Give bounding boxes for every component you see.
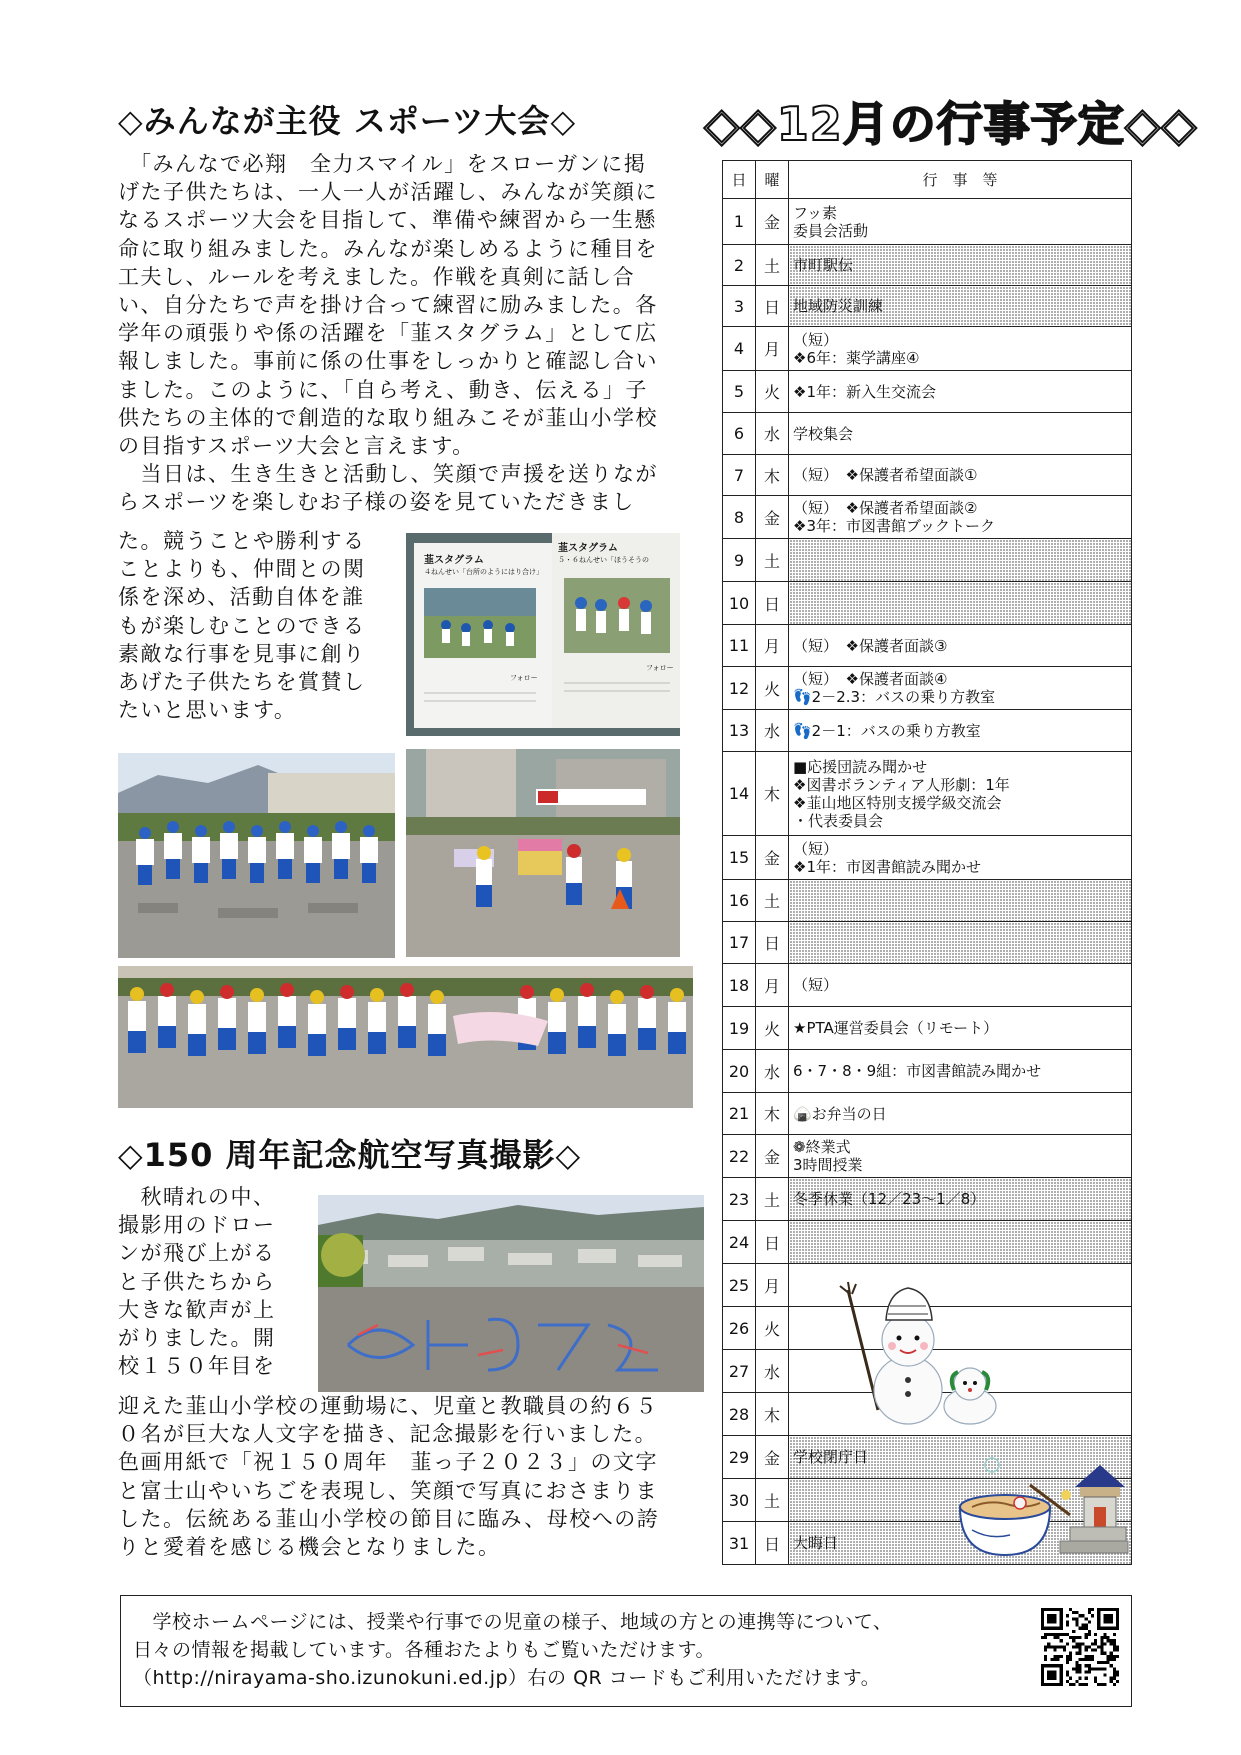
- calendar-day: 28: [723, 1393, 756, 1436]
- calendar-row: [723, 413, 1132, 455]
- sports-paragraph: [118, 150, 688, 516]
- calendar-row: [723, 1093, 1132, 1135]
- paragraph-line: と富士山やいちごを表現し、笑顔で写真におさまりま: [118, 1478, 658, 1503]
- calendar-row: [723, 836, 1132, 880]
- calendar-weekday: 木: [756, 1093, 789, 1135]
- calendar-day: 15: [723, 836, 756, 880]
- calendar-day: 4: [723, 327, 756, 371]
- calendar-events: [789, 371, 1132, 413]
- footer-line: （http://nirayama-sho.izunokuni.ed.jp）右の QR コードもご利用いただけます。: [133, 1667, 881, 1689]
- calendar-event: 3時間授業: [793, 1156, 863, 1174]
- calendar-events: [789, 667, 1132, 710]
- calendar-events: [789, 1007, 1132, 1050]
- calendar-event: 👣2－1：バスの乗り方教室: [793, 721, 981, 740]
- calendar-row: [723, 286, 1132, 327]
- calendar-events: [789, 752, 1132, 836]
- calendar-day: 21: [723, 1093, 756, 1135]
- calendar-events: [789, 327, 1132, 371]
- calendar-weekday: 木: [756, 752, 789, 836]
- paragraph-line: らスポーツを楽しむお子様の姿を見ていただきまし: [118, 490, 635, 515]
- calendar-day: 23: [723, 1178, 756, 1221]
- aerial-paragraph-continued: [118, 1392, 708, 1561]
- calendar-events: [789, 1093, 1132, 1135]
- calendar-row: [723, 667, 1132, 710]
- calendar-event: 大晦日: [793, 1534, 839, 1552]
- calendar-event: （短） ❖保護者希望面談②: [793, 499, 978, 517]
- calendar-row: [723, 710, 1132, 752]
- footer-line: 日々の情報を掲載しています。各種おたよりもご覧いただけます。: [133, 1639, 715, 1661]
- calendar-weekday: 日: [756, 1522, 789, 1565]
- calendar-day: 8: [723, 496, 756, 539]
- paragraph-line: もが楽しむことのできる: [118, 613, 366, 638]
- sports-paragraph-continued: [118, 527, 378, 724]
- paragraph-line: と子供たちから: [118, 1269, 276, 1294]
- calendar-row: [723, 496, 1132, 539]
- paragraph-line: あげた子供たちを賞賛し: [118, 669, 366, 694]
- paragraph-line: した。伝統ある韮山小学校の節目に臨み、母校への誇: [118, 1506, 660, 1531]
- calendar-weekday: 火: [756, 667, 789, 710]
- calendar-day: 27: [723, 1350, 756, 1393]
- paragraph-line: 「みんなで必翔 全力スマイル」をスローガンに掲: [118, 152, 647, 176]
- calendar-day: 3: [723, 286, 756, 327]
- calendar-weekday: 水: [756, 1050, 789, 1093]
- calendar-events: [789, 1178, 1132, 1221]
- calendar-event: （短） ❖保護者面談④: [793, 670, 948, 688]
- calendar-weekday: 土: [756, 880, 789, 922]
- calendar-day: 22: [723, 1135, 756, 1178]
- calendar-event: 🍙お弁当の日: [793, 1104, 887, 1123]
- paragraph-line: 係を深め、活動自体を誰: [118, 585, 365, 610]
- calendar-weekday: 土: [756, 1178, 789, 1221]
- calendar-weekday: 金: [756, 1135, 789, 1178]
- calendar-row: [723, 327, 1132, 371]
- paragraph-line: 撮影用のドロー: [118, 1213, 276, 1238]
- calendar-weekday: 木: [756, 1393, 789, 1436]
- calendar-weekday: 水: [756, 1350, 789, 1393]
- calendar-events: [789, 964, 1132, 1007]
- december-title: ◇◇12月の行事予定◇◇: [704, 97, 1198, 151]
- calendar-event: ❖韮山地区特別支援学級交流会: [793, 793, 1002, 812]
- snowman-illustration: [828, 1280, 1008, 1430]
- calendar-event: フッ素: [793, 203, 837, 222]
- paragraph-line: げた子供たちは、一人一人が活躍し、みんなが笑顔に: [118, 180, 658, 205]
- calendar-events: [789, 286, 1132, 327]
- calendar-day: 26: [723, 1307, 756, 1350]
- aerial-paragraph: [118, 1183, 318, 1380]
- paragraph-line: 命に取り組みました。みんなが楽しめるように種目を: [118, 236, 658, 261]
- calendar-event: 6・7・8・9組：市図書館読み聞かせ: [793, 1062, 1042, 1080]
- calendar-event: （短） ❖保護者希望面談①: [793, 466, 978, 484]
- calendar-weekday: 月: [756, 1264, 789, 1307]
- footer-line: 学校ホームページには、授業や行事での児童の様子、地域の方との連携等について、: [133, 1611, 893, 1633]
- calendar-event: （短）: [793, 839, 839, 858]
- paragraph-line: 学年の頑張りや係の活躍を「韮スタグラム」として広: [118, 321, 658, 346]
- calendar-row: [723, 455, 1132, 496]
- calendar-day: 16: [723, 880, 756, 922]
- calendar-day: 30: [723, 1479, 756, 1522]
- calendar-day: 24: [723, 1221, 756, 1264]
- calendar-event: ❖3年：市図書館ブックトーク: [793, 517, 995, 535]
- paragraph-line: ０名が巨大な人文字を描き、記念撮影を行いました。: [118, 1422, 658, 1447]
- calendar-weekday: 金: [756, 836, 789, 880]
- calendar-events: [789, 496, 1132, 539]
- calendar-event: 市町駅伝: [793, 256, 854, 274]
- calendar-day: 20: [723, 1050, 756, 1093]
- calendar-row: [723, 625, 1132, 667]
- calendar-row: [723, 880, 1132, 922]
- calendar-events: [789, 582, 1132, 625]
- sports-photo-carry: [406, 749, 680, 957]
- calendar-event: ❖1年：新入生交流会: [793, 382, 936, 401]
- calendar-day: 13: [723, 710, 756, 752]
- calendar-day: 2: [723, 245, 756, 286]
- calendar-event: ★PTA運営委員会（リモート）: [793, 1019, 999, 1037]
- sports-heading: ◇みんなが主役 スポーツ大会◇: [118, 102, 577, 140]
- new-year-eve-illustration: [950, 1455, 1130, 1560]
- paragraph-line: 大きな歓声が上: [118, 1297, 276, 1322]
- calendar-events: [789, 880, 1132, 922]
- calendar-event: ❖1年：市図書館読み聞かせ: [793, 857, 981, 876]
- calendar-event: 学校閉庁日: [793, 1448, 869, 1466]
- calendar-weekday: 金: [756, 199, 789, 245]
- header-events: 行 事 等: [789, 161, 1132, 199]
- calendar-weekday: 土: [756, 1479, 789, 1522]
- paragraph-line: 当日は、生き生きと活動し、笑顔で声援を送りなが: [118, 462, 658, 487]
- qr-code-icon[interactable]: [1041, 1608, 1119, 1686]
- aerial-heading: ◇150 周年記念航空写真撮影◇: [118, 1136, 582, 1174]
- calendar-events: [789, 710, 1132, 752]
- calendar-event: （短） ❖保護者面談③: [793, 636, 948, 655]
- header-day: 日: [723, 161, 756, 199]
- calendar-day: 31: [723, 1522, 756, 1565]
- calendar-events: [789, 455, 1132, 496]
- paragraph-line: りと愛着を感じる機会となりました。: [118, 1534, 501, 1559]
- calendar-events: [789, 539, 1132, 582]
- calendar-weekday: 金: [756, 1436, 789, 1479]
- calendar-day: 9: [723, 539, 756, 582]
- paragraph-line: たいと思います。: [118, 698, 297, 723]
- calendar-day: 5: [723, 371, 756, 413]
- paragraph-line: い、自分たちで声を掛け合って練習に励みました。各: [118, 292, 658, 317]
- calendar-events: [789, 1050, 1132, 1093]
- calendar-weekday: 火: [756, 1007, 789, 1050]
- calendar-row: [723, 582, 1132, 625]
- paragraph-line: 秋晴れの中、: [118, 1185, 276, 1209]
- calendar-event: ❁終業式: [793, 1138, 851, 1156]
- calendar-row: [723, 1135, 1132, 1178]
- calendar-weekday: 火: [756, 1307, 789, 1350]
- calendar-event: ・代表委員会: [793, 811, 884, 830]
- calendar-weekday: 日: [756, 1221, 789, 1264]
- calendar-day: 19: [723, 1007, 756, 1050]
- calendar-weekday: 金: [756, 496, 789, 539]
- calendar-day: 29: [723, 1436, 756, 1479]
- calendar-weekday: 日: [756, 582, 789, 625]
- calendar-row: [723, 752, 1132, 836]
- calendar-row: [723, 922, 1132, 964]
- calendar-day: 7: [723, 455, 756, 496]
- poster-left-follow: フォロー: [510, 674, 538, 682]
- poster-right-follow: フォロー: [646, 664, 674, 672]
- calendar-weekday: 木: [756, 455, 789, 496]
- calendar-event: 委員会活動: [793, 221, 869, 240]
- paragraph-line: ンが飛び上がる: [118, 1241, 276, 1266]
- poster-left-title: 韮スタグラム: [424, 555, 484, 566]
- calendar-header-row: [723, 161, 1132, 199]
- calendar-events: [789, 1221, 1132, 1264]
- sports-photo-jumping: [118, 753, 395, 958]
- calendar-weekday: 日: [756, 286, 789, 327]
- calendar-day: 17: [723, 922, 756, 964]
- poster-right-subtitle: ５・６ねんせい「ほうそうの: [558, 556, 649, 564]
- calendar-weekday: 月: [756, 625, 789, 667]
- calendar-weekday: 月: [756, 964, 789, 1007]
- sports-poster-photo: [406, 533, 680, 736]
- calendar-event: （短）: [793, 330, 839, 349]
- sports-photo-dance: [118, 966, 693, 1108]
- calendar-events: [789, 245, 1132, 286]
- calendar-event: ■応援団読み聞かせ: [793, 757, 928, 776]
- calendar-weekday: 水: [756, 710, 789, 752]
- calendar-day: 6: [723, 413, 756, 455]
- calendar-events: [789, 1135, 1132, 1178]
- calendar-events: [789, 836, 1132, 880]
- calendar-weekday: 水: [756, 413, 789, 455]
- calendar-row: [723, 1007, 1132, 1050]
- calendar-event: 冬季休業（12／23～1／8）: [793, 1190, 986, 1208]
- paragraph-line: ました。このように、「自ら考え、動き、伝える」子: [118, 377, 648, 402]
- calendar-event: （短）: [793, 976, 839, 994]
- calendar-day: 1: [723, 199, 756, 245]
- paragraph-line: た。競うことや勝利する: [118, 529, 366, 553]
- calendar-row: [723, 964, 1132, 1007]
- calendar-day: 14: [723, 752, 756, 836]
- calendar-row: [723, 1050, 1132, 1093]
- calendar-event: 学校集会: [793, 424, 854, 443]
- calendar-events: [789, 922, 1132, 964]
- calendar-day: 12: [723, 667, 756, 710]
- paragraph-line: 色画用紙で「祝１５０周年 韮っ子２０２３」の文字: [118, 1450, 658, 1475]
- calendar-event: 地域防災訓練: [793, 297, 884, 315]
- calendar-weekday: 日: [756, 922, 789, 964]
- footer-text: [133, 1608, 892, 1692]
- calendar-row: [723, 371, 1132, 413]
- calendar-row: [723, 539, 1132, 582]
- paragraph-line: 報しました。事前に係の仕事をしっかりと確認し合い: [118, 349, 658, 374]
- calendar-events: [789, 199, 1132, 245]
- footer-box: [120, 1595, 1132, 1707]
- calendar-weekday: 土: [756, 539, 789, 582]
- aerial-photo: [318, 1195, 704, 1392]
- calendar-events: [789, 413, 1132, 455]
- paragraph-line: 校１５０年目を: [118, 1354, 276, 1379]
- calendar-weekday: 火: [756, 371, 789, 413]
- calendar-row: [723, 1178, 1132, 1221]
- calendar-day: 11: [723, 625, 756, 667]
- calendar-weekday: 月: [756, 327, 789, 371]
- calendar-day: 25: [723, 1264, 756, 1307]
- calendar-event: ❖図書ボランティア人形劇：1年: [793, 775, 1010, 794]
- poster-right-title: 韮スタグラム: [558, 543, 618, 554]
- paragraph-line: ことよりも、仲間との関: [118, 557, 366, 582]
- header-weekday: 曜: [756, 161, 789, 199]
- poster-left-subtitle: ４ねんせい「台所のようにはり合け」: [424, 568, 543, 576]
- calendar-day: 10: [723, 582, 756, 625]
- paragraph-line: の目指すスポーツ大会と言えます。: [118, 433, 475, 458]
- calendar-weekday: 土: [756, 245, 789, 286]
- paragraph-line: 迎えた韮山小学校の運動場に、児童と教職員の約６５: [118, 1394, 658, 1418]
- paragraph-line: 工夫し、ルールを考えました。作戦を真剣に話し合: [118, 264, 636, 289]
- paragraph-line: なるスポーツ大会を目指して、準備や練習から一生懸: [118, 208, 657, 233]
- calendar-row: [723, 199, 1132, 245]
- calendar-event: 👣2－2.3：バスの乗り方教室: [793, 688, 996, 706]
- paragraph-line: 素敵な行事を見事に創り: [118, 641, 366, 666]
- calendar-row: [723, 1221, 1132, 1264]
- paragraph-line: 供たちの主体的で創造的な取り組みこそが韮山小学校: [118, 405, 658, 430]
- paragraph-line: がりました。開: [118, 1325, 276, 1350]
- calendar-events: [789, 625, 1132, 667]
- calendar-day: 18: [723, 964, 756, 1007]
- calendar-row: [723, 245, 1132, 286]
- calendar-event: ❖6年：薬学講座④: [793, 348, 920, 367]
